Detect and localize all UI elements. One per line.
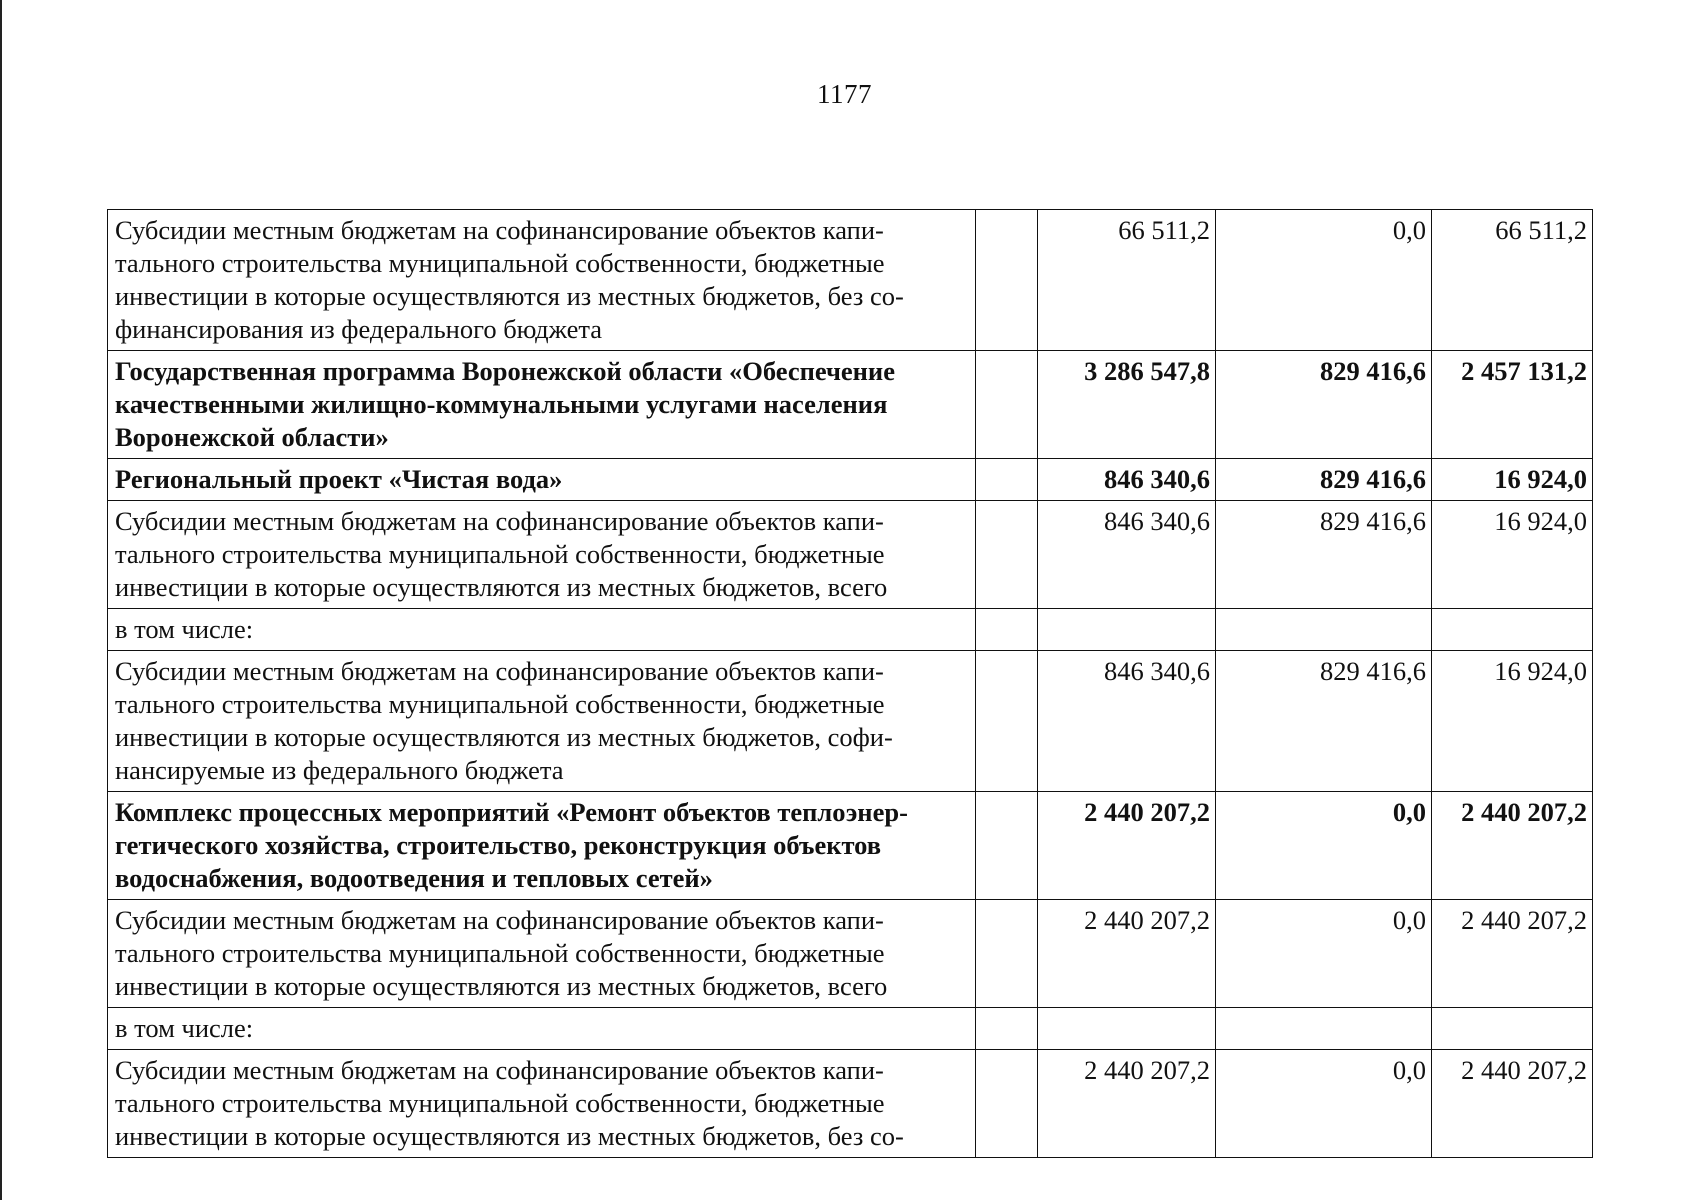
description-line: качественными жилищно-коммунальными услугами населения bbox=[115, 389, 888, 419]
row-federal-amount: 829 416,6 bbox=[1216, 351, 1432, 459]
row-regional-amount: 2 440 207,2 bbox=[1432, 792, 1593, 900]
row-description bbox=[108, 651, 976, 792]
table-row bbox=[108, 1050, 1593, 1158]
row-code-cell bbox=[976, 501, 1038, 609]
description-line: Субсидии местным бюджетам на софинансирование объектов капи- bbox=[115, 1055, 884, 1085]
budget-table-body bbox=[108, 210, 1593, 1158]
page-number: 1177 bbox=[817, 79, 872, 109]
row-code-cell bbox=[976, 459, 1038, 501]
row-code-cell bbox=[976, 1050, 1038, 1158]
row-federal-amount bbox=[1216, 609, 1432, 651]
row-code-cell bbox=[976, 792, 1038, 900]
row-description bbox=[108, 210, 976, 351]
table-row bbox=[108, 900, 1593, 1008]
description-line: в том числе: bbox=[115, 614, 254, 644]
row-regional-amount: 16 924,0 bbox=[1432, 459, 1593, 501]
row-total-amount: 846 340,6 bbox=[1038, 501, 1216, 609]
row-code-cell bbox=[976, 210, 1038, 351]
description-line: Субсидии местным бюджетам на софинансирование объектов капи- bbox=[115, 905, 884, 935]
description-line: Комплекс процессных мероприятий «Ремонт объектов теплоэнер- bbox=[115, 797, 908, 827]
description-line: Региональный проект «Чистая вода» bbox=[115, 464, 563, 494]
description-line: Субсидии местным бюджетам на софинансирование объектов капи- bbox=[115, 215, 884, 245]
row-regional-amount: 16 924,0 bbox=[1432, 501, 1593, 609]
row-total-amount bbox=[1038, 609, 1216, 651]
row-federal-amount: 0,0 bbox=[1216, 792, 1432, 900]
row-code-cell bbox=[976, 1008, 1038, 1050]
scan-left-edge bbox=[0, 0, 2, 1200]
row-total-amount: 2 440 207,2 bbox=[1038, 792, 1216, 900]
description-line: финансирования из федерального бюджета bbox=[115, 314, 603, 344]
table-row bbox=[108, 1008, 1593, 1050]
description-line: Субсидии местным бюджетам на софинансирование объектов капи- bbox=[115, 506, 884, 536]
description-line: инвестиции в которые осуществляются из местных бюджетов, софи- bbox=[115, 722, 893, 752]
row-total-amount: 846 340,6 bbox=[1038, 651, 1216, 792]
description-line: Воронежской области» bbox=[115, 422, 389, 452]
description-line: тального строительства муниципальной собственности, бюджетные bbox=[115, 248, 885, 278]
table-row bbox=[108, 792, 1593, 900]
row-description bbox=[108, 792, 976, 900]
table-row bbox=[108, 351, 1593, 459]
description-line: инвестиции в которые осуществляются из местных бюджетов, без со- bbox=[115, 281, 904, 311]
row-regional-amount: 2 457 131,2 bbox=[1432, 351, 1593, 459]
table-row bbox=[108, 501, 1593, 609]
row-regional-amount: 2 440 207,2 bbox=[1432, 900, 1593, 1008]
row-regional-amount bbox=[1432, 1008, 1593, 1050]
row-total-amount bbox=[1038, 1008, 1216, 1050]
description-line: инвестиции в которые осуществляются из местных бюджетов, всего bbox=[115, 572, 888, 602]
row-federal-amount bbox=[1216, 1008, 1432, 1050]
row-total-amount: 2 440 207,2 bbox=[1038, 900, 1216, 1008]
description-line: тального строительства муниципальной собственности, бюджетные bbox=[115, 1088, 885, 1118]
row-federal-amount: 829 416,6 bbox=[1216, 501, 1432, 609]
row-total-amount: 2 440 207,2 bbox=[1038, 1050, 1216, 1158]
description-line: тального строительства муниципальной собственности, бюджетные bbox=[115, 689, 885, 719]
description-line: тального строительства муниципальной собственности, бюджетные bbox=[115, 938, 885, 968]
row-code-cell bbox=[976, 609, 1038, 651]
row-description bbox=[108, 900, 976, 1008]
row-description bbox=[108, 459, 976, 501]
row-federal-amount: 829 416,6 bbox=[1216, 459, 1432, 501]
description-line: водоснабжения, водоотведения и тепловых сетей» bbox=[115, 863, 713, 893]
table-row bbox=[108, 210, 1593, 351]
description-line: Государственная программа Воронежской области «Обеспечение bbox=[115, 356, 895, 386]
description-line: гетического хозяйства, строительство, реконструкция объектов bbox=[115, 830, 882, 860]
row-description bbox=[108, 1050, 976, 1158]
description-line: нансируемые из федерального бюджета bbox=[115, 755, 564, 785]
row-code-cell bbox=[976, 900, 1038, 1008]
row-code-cell bbox=[976, 651, 1038, 792]
description-line: тального строительства муниципальной собственности, бюджетные bbox=[115, 539, 885, 569]
description-line: в том числе: bbox=[115, 1013, 254, 1043]
row-total-amount: 66 511,2 bbox=[1038, 210, 1216, 351]
row-total-amount: 846 340,6 bbox=[1038, 459, 1216, 501]
row-federal-amount: 0,0 bbox=[1216, 210, 1432, 351]
row-federal-amount: 0,0 bbox=[1216, 900, 1432, 1008]
description-line: Субсидии местным бюджетам на софинансирование объектов капи- bbox=[115, 656, 884, 686]
table-row bbox=[108, 459, 1593, 501]
description-line: инвестиции в которые осуществляются из местных бюджетов, без со- bbox=[115, 1121, 904, 1151]
row-federal-amount: 0,0 bbox=[1216, 1050, 1432, 1158]
row-regional-amount: 2 440 207,2 bbox=[1432, 1050, 1593, 1158]
table-row bbox=[108, 651, 1593, 792]
table-row bbox=[108, 609, 1593, 651]
row-description bbox=[108, 1008, 976, 1050]
row-regional-amount bbox=[1432, 609, 1593, 651]
row-total-amount: 3 286 547,8 bbox=[1038, 351, 1216, 459]
description-line: инвестиции в которые осуществляются из местных бюджетов, всего bbox=[115, 971, 888, 1001]
row-federal-amount: 829 416,6 bbox=[1216, 651, 1432, 792]
budget-table bbox=[107, 209, 1593, 1158]
row-description bbox=[108, 501, 976, 609]
row-description bbox=[108, 609, 976, 651]
row-regional-amount: 16 924,0 bbox=[1432, 651, 1593, 792]
row-code-cell bbox=[976, 351, 1038, 459]
row-regional-amount: 66 511,2 bbox=[1432, 210, 1593, 351]
row-description bbox=[108, 351, 976, 459]
